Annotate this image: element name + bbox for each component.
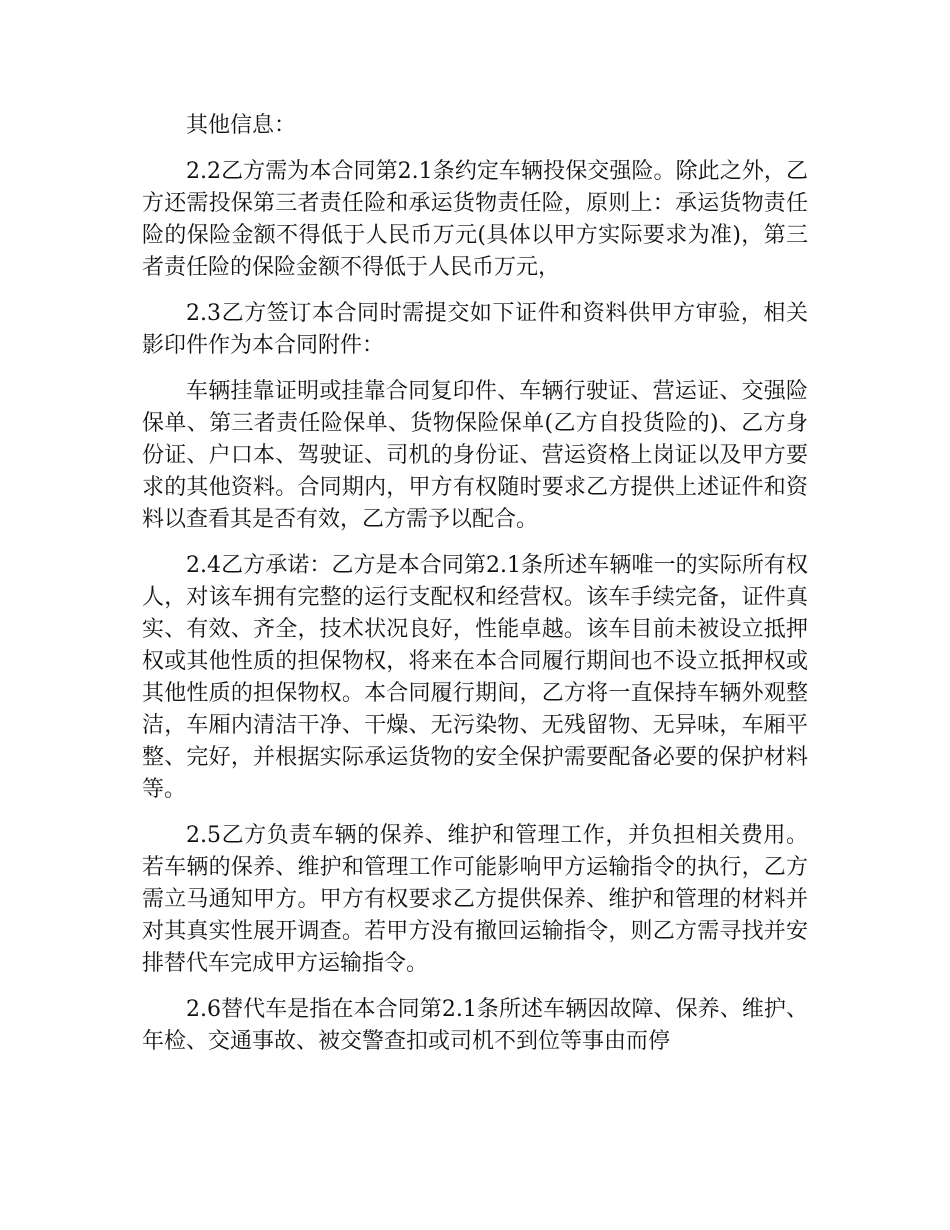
paragraph-documents-list: 车辆挂靠证明或挂靠合同复印件、车辆行驶证、营运证、交强险保单、第三者责任险保单、货物保险保单(乙方自投货险的)、乙方身份证、户口本、驾驶证、司机的身份证、营运资格上岗证以及甲方要求的其他资料。合同期内，甲方有权随时要求乙方提供上述证件和资料以查看其是否有效，乙方需予以配合。 (142, 379, 808, 532)
paragraph-clause-2-5: 2.5乙方负责车辆的保养、维护和管理工作，并负担相关费用。若车辆的保养、维护和管理工作可能影响甲方运输指令的执行，乙方需立马通知甲方。甲方有权要求乙方提供保养、维护和管理的材料并对其真实性展开调查。若甲方没有撤回运输指令，则乙方需寻找并安排替代车完成甲方运输指令。 (142, 823, 808, 976)
paragraph-clause-2-4: 2.4乙方承诺：乙方是本合同第2.1条所述车辆唯一的实际所有权人，对该车拥有完整的运行支配权和经营权。该车手续完备，证件真实、有效、齐全，技术状况良好，性能卓越。该车目前未被设立抵押权或其他性质的担保物权，将来在本合同履行期间也不设立抵押权或其他性质的担保物权。本合同履行期间，乙方将一直保持车辆外观整洁，车厢内清洁干净、干燥、无污染物、无残留物、无异味，车厢平整、完好，并根据实际承运货物的安全保护需要配备必要的保护材料等。 (142, 553, 808, 802)
paragraph-clause-2-3: 2.3乙方签订本合同时需提交如下证件和资料供甲方审验，相关影印件作为本合同附件： (142, 301, 808, 358)
paragraph-clause-2-6: 2.6替代车是指在本合同第2.1条所述车辆因故障、保养、维护、年检、交通事故、被交警查扣或司机不到位等事由而停 (142, 997, 808, 1054)
paragraph-clause-2-2: 2.2乙方需为本合同第2.1条约定车辆投保交强险。除此之外，乙方还需投保第三者责任险和承运货物责任险，原则上：承运货物责任险的保险金额不得低于人民币万元(具体以甲方实际要求为准)，第三者责任险的保险金额不得低于人民币万元， (142, 159, 808, 280)
document-body (142, 110, 808, 1072)
paragraph-other-info: 其他信息： (186, 113, 297, 138)
